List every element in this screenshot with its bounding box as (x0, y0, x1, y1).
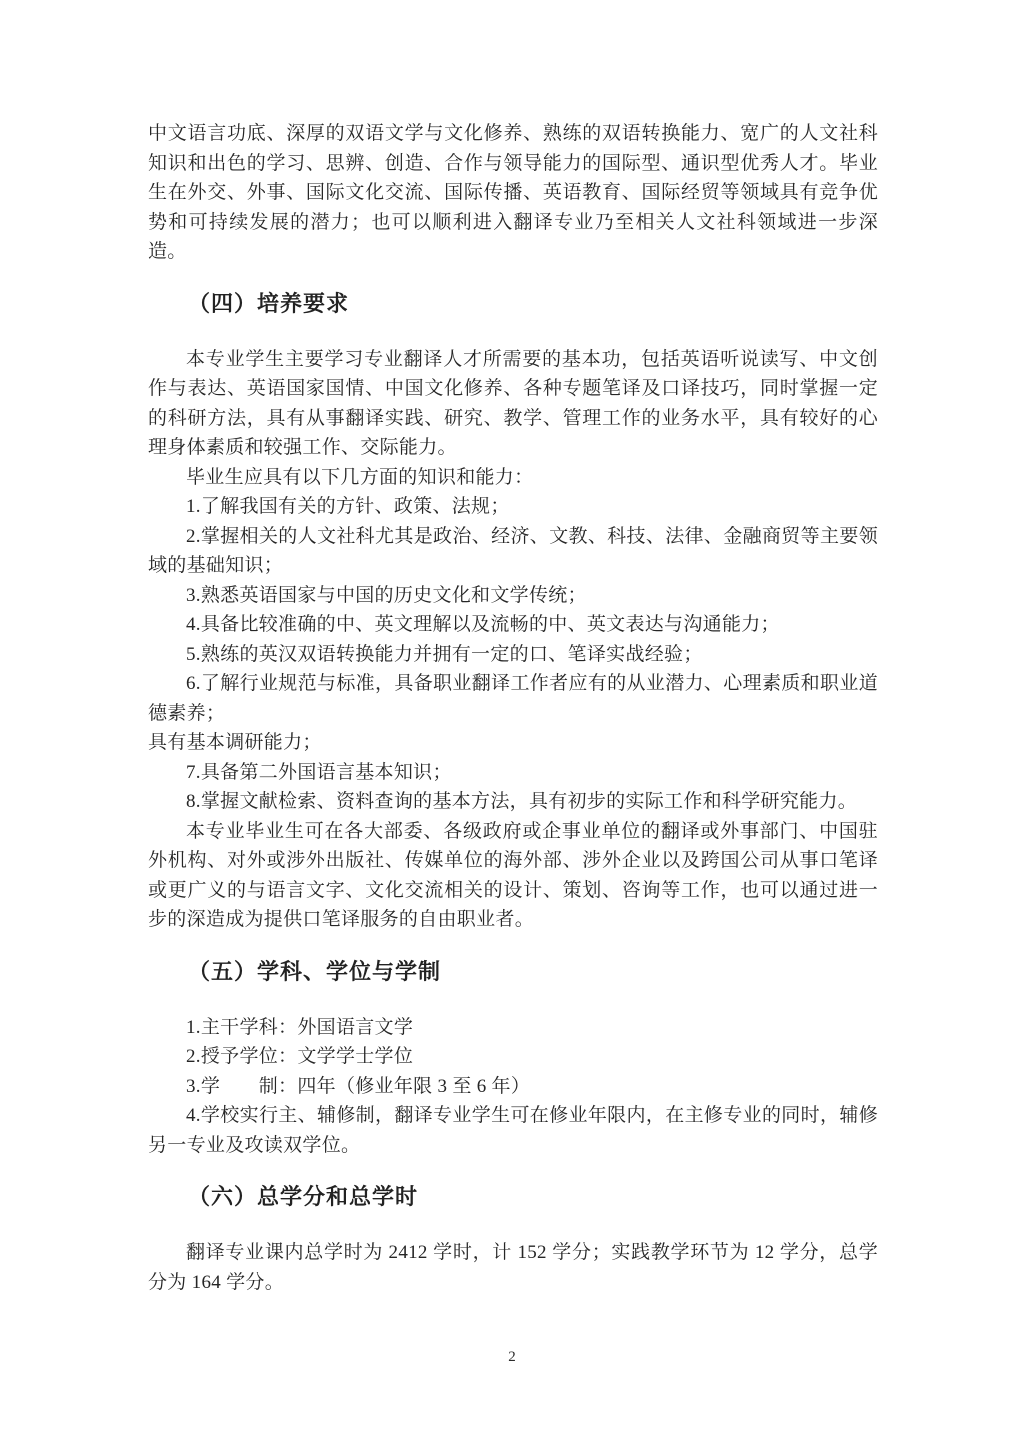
list-item: 7.具备第二外国语言基本知识； (186, 761, 452, 783)
list-item: 2.掌握相关的人文社科尤其是政治、经济、文教、科技、法律、金融商贸等主要领域的基础知识； (148, 525, 878, 576)
paragraph: 毕业生应具有以下几方面的知识和能力： (186, 466, 534, 488)
list-item: 1.了解我国有关的方针、政策、法规； (186, 496, 510, 517)
section-heading-6: （六）总学分和总学时 (188, 1184, 419, 1209)
list-item: 2.授予学位：文学学士学位 (186, 1046, 414, 1067)
page-number: 2 (508, 1349, 516, 1365)
list-item: 8.掌握文献检索、资料查询的基本方法，具有初步的实际工作和科学研究能力。 (186, 791, 858, 812)
section-heading-5: （五）学科、学位与学制 (188, 958, 442, 984)
paragraph: 本专业毕业生可在各大部委、各级政府或企事业单位的翻译或外事部门、中国驻外机构、对外或涉外出版社、传媒单位的海外部、涉外企业以及跨国公司从事口笔译或更广义的与语言文字、文化交流相关的设计、策划、咨询等工作，也可以通过进一步的深造成为提供口笔译服务的自由职业者。 (148, 820, 878, 930)
paragraph: 本专业学生主要学习专业翻译人才所需要的基本功，包括英语听说读写、中文创作与表达、英语国家国情、中国文化修养、各种专题笔译及口译技巧，同时掌握一定的科研方法，具有从事翻译实践、研究、教学、管理工作的业务水平，具有较好的心理身体素质和较强工作、交际能力。 (148, 348, 878, 458)
list-item: 4.具备比较准确的中、英文理解以及流畅的中、英文表达与沟通能力； (186, 614, 780, 635)
list-item: 3.熟悉英语国家与中国的历史文化和文学传统； (186, 584, 587, 606)
paragraph: 中文语言功底、深厚的双语文学与文化修养、熟练的双语转换能力、宽广的人文社科知识和出色的学习、思辨、创造、合作与领导能力的国际型、通识型优秀人才。毕业生在外交、外事、国际文化交流、国际传播、英语教育、国际经贸等领域具有竞争优势和可持续发展的潜力；也可以顺利进入翻译专业乃至相关人文社科领域进一步深造。 (148, 123, 878, 262)
paragraph: 翻译专业课内总学时为 2412 学时，计 152 学分；实践教学环节为 12 学分，总学分为 164 学分。 (148, 1242, 878, 1293)
list-item: 1.主干学科：外国语言文学 (186, 1016, 414, 1038)
list-item: 6.了解行业规范与标准，具备职业翻译工作者应有的从业潜力、心理素质和职业道德素养； (148, 673, 878, 724)
section-heading-4: （四）培养要求 (188, 290, 350, 316)
list-item: 5.熟练的英汉双语转换能力并拥有一定的口、笔译实战经验； (186, 643, 703, 665)
list-item: 4.学校实行主、辅修制，翻译专业学生可在修业年限内，在主修专业的同时，辅修另一专业及攻读双学位。 (148, 1105, 878, 1156)
paragraph: 具有基本调研能力； (148, 732, 322, 753)
list-item: 3.学 制：四年（修业年限 3 至 6 年） (186, 1075, 531, 1097)
